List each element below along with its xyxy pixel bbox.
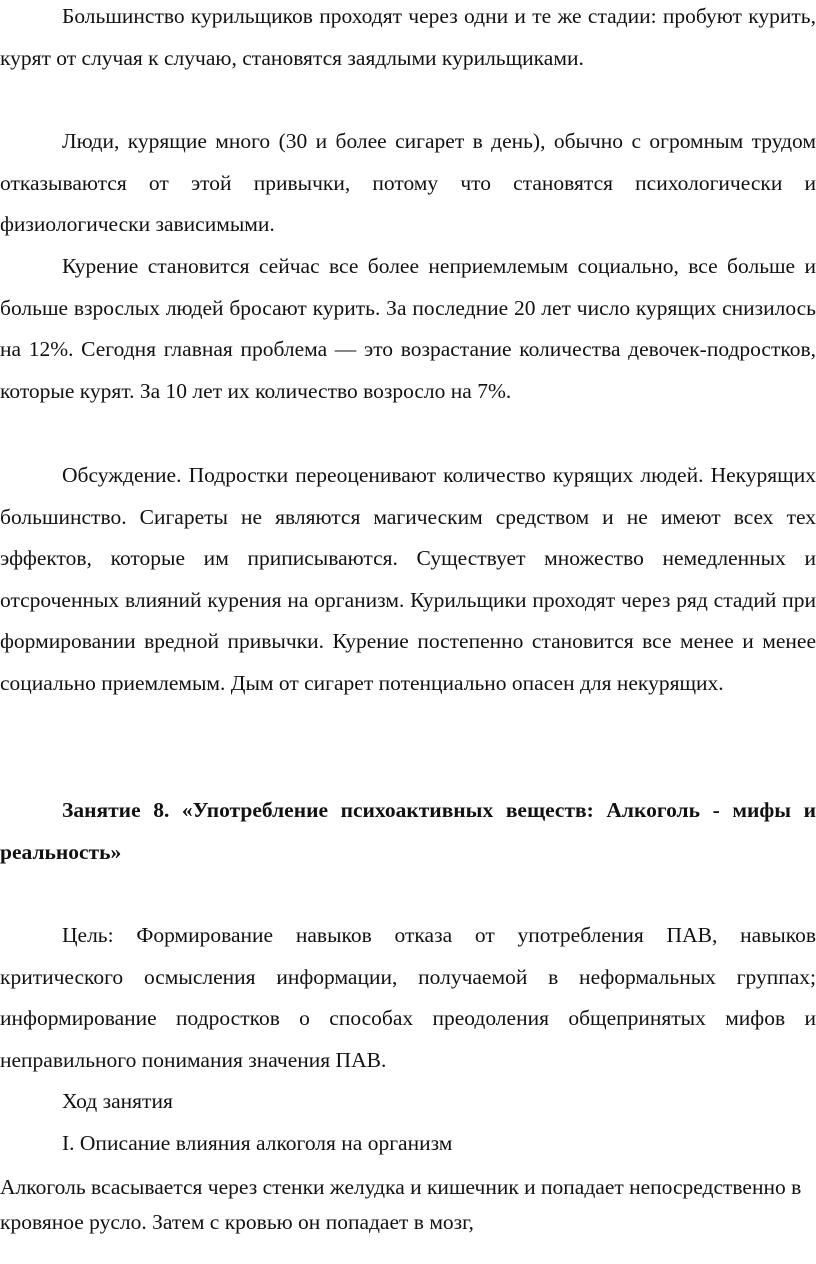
- alcohol-paragraph: Алкоголь всасывается через стенки желудка и кишечник и попадает непосредственно в кровяное русло. Затем с кровью он попадает в мозг,: [0, 1175, 802, 1234]
- section-title: I. Описание влияния алкоголя на организм: [62, 1131, 453, 1155]
- paragraph-heavy-smokers: Люди, курящие много (30 и более сигарет в день), обычно с огромным трудом отказываются от этой привычки, потому что становятся психологически и физиологически зависимыми.: [0, 129, 816, 237]
- paragraph-discussion: Обсуждение. Подростки переоценивают количество курящих людей. Некурящих большинство. Сигареты не являются магическим средством и не имеют всех тех эффектов, которые им приписываются. Существует множество немедленных и отсроченных влияний курения на организм. Курильщики проходят через ряд стадий при формировании вредной привычки. Курение постепенно становится все менее и менее социально приемлемым. Дым от сигарет потенциально опасен для некурящих.: [0, 463, 816, 695]
- paragraph-smoking-stages: Большинство курильщиков проходят через одни и те же стадии: пробуют курить, курят от случая к случаю, становятся заядлыми курильщиками.: [0, 4, 816, 70]
- lesson-heading: Занятие 8. «Употребление психоактивных веществ: Алкоголь - мифы и реальность»: [0, 798, 816, 864]
- lesson-goal: Цель: Формирование навыков отказа от употребления ПАВ, навыков критического осмысления информации, получаемой в неформальных группах; информирование подростков о способах преодоления общепринятых мифов и неправильного понимания значения ПАВ.: [0, 923, 816, 1072]
- lesson-course-label: Ход занятия: [62, 1089, 173, 1113]
- paragraph-social-trends: Курение становится сейчас все более неприемлемым социально, все больше и больше взрослых людей бросают курить. За последние 20 лет число курящих снизилось на 12%. Сегодня главная проблема — это возрастание количества девочек-подростков, которые курят. За 10 лет их количество возросло на 7%.: [0, 254, 816, 403]
